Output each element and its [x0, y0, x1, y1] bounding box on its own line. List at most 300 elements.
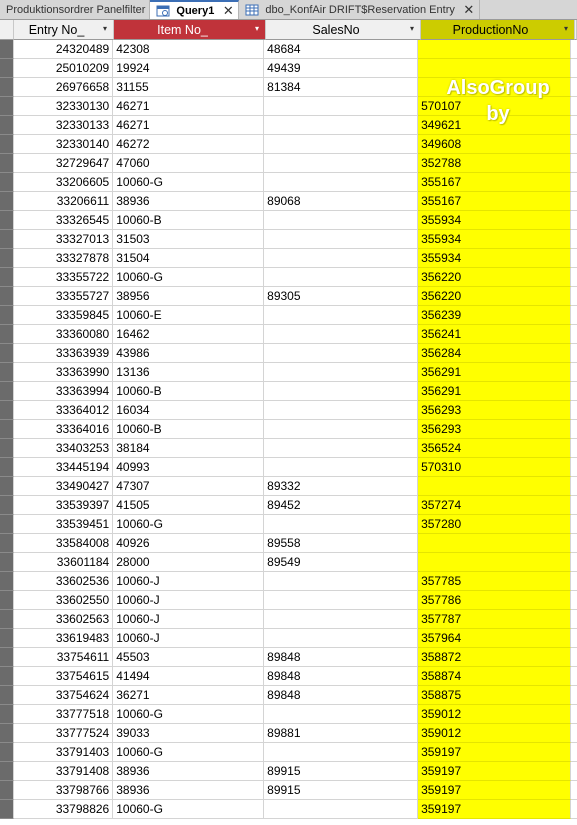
cell-sales-no[interactable]: [264, 306, 418, 325]
cell-entry-no[interactable]: 33777518: [14, 705, 113, 724]
cell-production-no[interactable]: 355167: [418, 192, 571, 211]
cell-item-no[interactable]: 31504: [113, 249, 264, 268]
cell-item-no[interactable]: 39033: [113, 724, 264, 743]
cell-item-no[interactable]: 38936: [113, 762, 264, 781]
table-row[interactable]: [0, 97, 577, 116]
cell-item-no[interactable]: 10060-G: [113, 515, 264, 534]
cell-item-no[interactable]: 40926: [113, 534, 264, 553]
row-empty-area: [571, 40, 577, 59]
cell-production-no[interactable]: 359197: [418, 800, 571, 819]
row-selector[interactable]: [0, 344, 14, 363]
cell-sales-no[interactable]: [264, 800, 418, 819]
row-empty-area: [571, 705, 577, 724]
document-tab-bar: [0, 0, 577, 20]
cell-production-no[interactable]: 359012: [418, 724, 571, 743]
table-row[interactable]: [0, 667, 577, 686]
column-header-item-no[interactable]: Item No_ ▾: [114, 20, 266, 40]
row-selector[interactable]: [0, 363, 14, 382]
row-selector[interactable]: [0, 553, 14, 572]
row-empty-area: [571, 667, 577, 686]
cell-item-no[interactable]: 45503: [113, 648, 264, 667]
row-selector[interactable]: [0, 325, 14, 344]
table-row[interactable]: [0, 230, 577, 249]
row-selector[interactable]: [0, 401, 14, 420]
cell-entry-no[interactable]: 33206611: [14, 192, 113, 211]
row-selector[interactable]: [0, 686, 14, 705]
table-row[interactable]: [0, 610, 577, 629]
table-row[interactable]: [0, 724, 577, 743]
cell-production-no[interactable]: 356284: [418, 344, 571, 363]
cell-item-no[interactable]: 46271: [113, 116, 264, 135]
table-row[interactable]: [0, 249, 577, 268]
cell-sales-no[interactable]: 89848: [264, 648, 418, 667]
cell-item-no[interactable]: 38956: [113, 287, 264, 306]
row-selector[interactable]: [0, 78, 14, 97]
table-row[interactable]: [0, 762, 577, 781]
cell-production-no[interactable]: 355167: [418, 173, 571, 192]
cell-sales-no[interactable]: [264, 325, 418, 344]
row-selector[interactable]: [0, 648, 14, 667]
cell-production-no[interactable]: 357787: [418, 610, 571, 629]
cell-entry-no[interactable]: 33363994: [14, 382, 113, 401]
table-row[interactable]: [0, 629, 577, 648]
row-empty-area: [571, 534, 577, 553]
table-row[interactable]: [0, 268, 577, 287]
cell-entry-no[interactable]: 33355727: [14, 287, 113, 306]
cell-production-no[interactable]: 356239: [418, 306, 571, 325]
cell-entry-no[interactable]: 33602563: [14, 610, 113, 629]
cell-sales-no[interactable]: 89305: [264, 287, 418, 306]
cell-sales-no[interactable]: [264, 344, 418, 363]
row-empty-area: [571, 553, 577, 572]
cell-item-no[interactable]: 38184: [113, 439, 264, 458]
cell-production-no[interactable]: 359197: [418, 781, 571, 800]
cell-item-no[interactable]: 42308: [113, 40, 264, 59]
query-icon: [156, 5, 170, 17]
row-selector[interactable]: [0, 724, 14, 743]
cell-entry-no[interactable]: 33754615: [14, 667, 113, 686]
row-selector[interactable]: [0, 116, 14, 135]
row-empty-area: [571, 515, 577, 534]
data-rows: [0, 40, 577, 819]
table-row[interactable]: [0, 439, 577, 458]
row-selector[interactable]: [0, 230, 14, 249]
row-selector[interactable]: [0, 781, 14, 800]
cell-sales-no[interactable]: [264, 230, 418, 249]
cell-entry-no[interactable]: 24320489: [14, 40, 113, 59]
row-empty-area: [571, 591, 577, 610]
cell-production-no[interactable]: 352788: [418, 154, 571, 173]
table-row[interactable]: [0, 515, 577, 534]
cell-production-no[interactable]: 357274: [418, 496, 571, 515]
table-row[interactable]: [0, 401, 577, 420]
table-row[interactable]: [0, 686, 577, 705]
cell-production-no[interactable]: 357785: [418, 572, 571, 591]
cell-entry-no[interactable]: 33490427: [14, 477, 113, 496]
cell-production-no[interactable]: 355934: [418, 230, 571, 249]
row-empty-area: [571, 116, 577, 135]
table-row[interactable]: [0, 116, 577, 135]
table-row[interactable]: [0, 382, 577, 401]
cell-entry-no[interactable]: 32330140: [14, 135, 113, 154]
cell-entry-no[interactable]: 33539451: [14, 515, 113, 534]
row-selector[interactable]: [0, 97, 14, 116]
row-empty-area: [571, 458, 577, 477]
cell-production-no[interactable]: 349621: [418, 116, 571, 135]
cell-production-no[interactable]: 357786: [418, 591, 571, 610]
cell-entry-no[interactable]: 33539397: [14, 496, 113, 515]
cell-entry-no[interactable]: 33798766: [14, 781, 113, 800]
cell-entry-no[interactable]: 33791408: [14, 762, 113, 781]
cell-sales-no[interactable]: [264, 743, 418, 762]
cell-production-no[interactable]: [418, 553, 571, 572]
table-row[interactable]: [0, 781, 577, 800]
cell-production-no[interactable]: 356220: [418, 287, 571, 306]
row-selector[interactable]: [0, 477, 14, 496]
cell-item-no[interactable]: 10060-B: [113, 382, 264, 401]
row-selector[interactable]: [0, 135, 14, 154]
cell-sales-no[interactable]: [264, 249, 418, 268]
cell-entry-no[interactable]: 33364012: [14, 401, 113, 420]
row-empty-area: [571, 363, 577, 382]
cell-item-no[interactable]: 16034: [113, 401, 264, 420]
cell-sales-no[interactable]: 89848: [264, 686, 418, 705]
tab-produktionsordrer-panelfilter[interactable]: [0, 0, 150, 19]
cell-item-no[interactable]: 10060-B: [113, 420, 264, 439]
cell-sales-no[interactable]: 89452: [264, 496, 418, 515]
cell-sales-no[interactable]: [264, 705, 418, 724]
cell-item-no[interactable]: 46271: [113, 97, 264, 116]
cell-sales-no[interactable]: [264, 458, 418, 477]
table-row[interactable]: [0, 496, 577, 515]
cell-sales-no[interactable]: [264, 116, 418, 135]
cell-entry-no[interactable]: 33445194: [14, 458, 113, 477]
cell-entry-no[interactable]: 33360080: [14, 325, 113, 344]
row-empty-area: [571, 781, 577, 800]
cell-entry-no[interactable]: 33363990: [14, 363, 113, 382]
table-row[interactable]: [0, 135, 577, 154]
tab-reservation-entry[interactable]: [239, 0, 480, 19]
cell-sales-no[interactable]: 81384: [264, 78, 418, 97]
close-icon[interactable]: ✕: [222, 2, 234, 18]
table-row[interactable]: [0, 344, 577, 363]
cell-production-no[interactable]: [418, 534, 571, 553]
row-selector[interactable]: [0, 591, 14, 610]
cell-production-no[interactable]: 570310: [418, 458, 571, 477]
row-selector[interactable]: [0, 572, 14, 591]
cell-entry-no[interactable]: 32729647: [14, 154, 113, 173]
cell-entry-no[interactable]: 33355722: [14, 268, 113, 287]
row-selector[interactable]: [0, 496, 14, 515]
cell-item-no[interactable]: 10060-G: [113, 173, 264, 192]
cell-item-no[interactable]: 10060-G: [113, 800, 264, 819]
cell-sales-no[interactable]: [264, 420, 418, 439]
row-empty-area: [571, 78, 577, 97]
table-row[interactable]: [0, 40, 577, 59]
table-row[interactable]: [0, 743, 577, 762]
cell-production-no[interactable]: 359012: [418, 705, 571, 724]
table-row[interactable]: [0, 287, 577, 306]
cell-production-no[interactable]: 357280: [418, 515, 571, 534]
cell-item-no[interactable]: 38936: [113, 781, 264, 800]
cell-item-no[interactable]: 10060-G: [113, 743, 264, 762]
table-row[interactable]: [0, 458, 577, 477]
table-row[interactable]: [0, 192, 577, 211]
table-row[interactable]: [0, 325, 577, 344]
cell-production-no[interactable]: [418, 78, 571, 97]
cell-item-no[interactable]: 46272: [113, 135, 264, 154]
dropdown-icon[interactable]: ▾: [254, 24, 259, 33]
column-header-row: [0, 20, 577, 40]
cell-item-no[interactable]: 10060-G: [113, 705, 264, 724]
tab-label: Produktionsordrer Panelfilter: [6, 3, 146, 16]
row-empty-area: [571, 230, 577, 249]
row-selector[interactable]: [0, 515, 14, 534]
row-selector[interactable]: [0, 439, 14, 458]
row-empty-area: [571, 477, 577, 496]
cell-sales-no[interactable]: 89915: [264, 781, 418, 800]
table-row[interactable]: [0, 420, 577, 439]
table-row[interactable]: [0, 173, 577, 192]
cell-production-no[interactable]: 356241: [418, 325, 571, 344]
cell-production-no[interactable]: 570107: [418, 97, 571, 116]
cell-item-no[interactable]: 10060-J: [113, 610, 264, 629]
row-empty-area: [571, 192, 577, 211]
row-empty-area: [571, 173, 577, 192]
cell-entry-no[interactable]: 33754624: [14, 686, 113, 705]
cell-entry-no[interactable]: 33619483: [14, 629, 113, 648]
row-empty-area: [571, 762, 577, 781]
cell-entry-no[interactable]: 33206605: [14, 173, 113, 192]
cell-production-no[interactable]: 356293: [418, 420, 571, 439]
cell-sales-no[interactable]: [264, 439, 418, 458]
cell-sales-no[interactable]: [264, 173, 418, 192]
cell-sales-no[interactable]: 89881: [264, 724, 418, 743]
row-selector[interactable]: [0, 420, 14, 439]
cell-sales-no[interactable]: 89848: [264, 667, 418, 686]
row-empty-area: [571, 743, 577, 762]
cell-item-no[interactable]: 13136: [113, 363, 264, 382]
table-row[interactable]: [0, 572, 577, 591]
cell-entry-no[interactable]: 33777524: [14, 724, 113, 743]
cell-item-no[interactable]: 10060-J: [113, 572, 264, 591]
row-selector[interactable]: [0, 743, 14, 762]
cell-sales-no[interactable]: [264, 401, 418, 420]
cell-sales-no[interactable]: 48684: [264, 40, 418, 59]
cell-item-no[interactable]: 19924: [113, 59, 264, 78]
row-selector[interactable]: [0, 382, 14, 401]
row-selector[interactable]: [0, 249, 14, 268]
cell-production-no[interactable]: 357964: [418, 629, 571, 648]
cell-entry-no[interactable]: 26976658: [14, 78, 113, 97]
cell-production-no[interactable]: 358872: [418, 648, 571, 667]
table-row[interactable]: [0, 553, 577, 572]
cell-entry-no[interactable]: 33326545: [14, 211, 113, 230]
cell-entry-no[interactable]: 33327878: [14, 249, 113, 268]
table-row[interactable]: [0, 211, 577, 230]
cell-entry-no[interactable]: 33754611: [14, 648, 113, 667]
table-row[interactable]: [0, 306, 577, 325]
cell-production-no[interactable]: 356293: [418, 401, 571, 420]
cell-item-no[interactable]: 47060: [113, 154, 264, 173]
cell-sales-no[interactable]: [264, 97, 418, 116]
dropdown-icon[interactable]: ▾: [563, 24, 568, 33]
cell-sales-no[interactable]: [264, 363, 418, 382]
row-empty-area: [571, 496, 577, 515]
row-selector[interactable]: [0, 705, 14, 724]
table-row[interactable]: [0, 534, 577, 553]
row-selector[interactable]: [0, 534, 14, 553]
cell-production-no[interactable]: 359197: [418, 762, 571, 781]
cell-item-no[interactable]: 40993: [113, 458, 264, 477]
row-selector[interactable]: [0, 211, 14, 230]
row-empty-area: [571, 724, 577, 743]
row-selector[interactable]: [0, 59, 14, 78]
cell-production-no[interactable]: 356524: [418, 439, 571, 458]
row-selector[interactable]: [0, 287, 14, 306]
cell-item-no[interactable]: 36271: [113, 686, 264, 705]
tab-label: dbo_KonfAir DRIFT$Reservation Entry: [265, 3, 455, 16]
table-row[interactable]: [0, 800, 577, 819]
sort-dropdown-icon[interactable]: ▾: [102, 24, 107, 33]
cell-sales-no[interactable]: 89068: [264, 192, 418, 211]
column-header-production-no[interactable]: ProductionNo ▾: [421, 20, 575, 40]
cell-item-no[interactable]: 41505: [113, 496, 264, 515]
cell-item-no[interactable]: 16462: [113, 325, 264, 344]
column-header-entry-no[interactable]: Entry No_ ▾: [14, 20, 114, 40]
cell-production-no[interactable]: 349608: [418, 135, 571, 154]
cell-production-no[interactable]: 356220: [418, 268, 571, 287]
cell-sales-no[interactable]: [264, 154, 418, 173]
row-selector[interactable]: [0, 762, 14, 781]
close-icon[interactable]: ✕: [463, 1, 475, 17]
table-row[interactable]: [0, 59, 577, 78]
table-row[interactable]: [0, 648, 577, 667]
table-row[interactable]: [0, 363, 577, 382]
cell-sales-no[interactable]: [264, 211, 418, 230]
cell-sales-no[interactable]: 89915: [264, 762, 418, 781]
cell-entry-no[interactable]: 33327013: [14, 230, 113, 249]
row-selector[interactable]: [0, 306, 14, 325]
cell-sales-no[interactable]: [264, 629, 418, 648]
cell-sales-no[interactable]: 49439: [264, 59, 418, 78]
row-empty-area: [571, 287, 577, 306]
cell-sales-no[interactable]: 89558: [264, 534, 418, 553]
cell-entry-no[interactable]: 33584008: [14, 534, 113, 553]
row-empty-area: [571, 382, 577, 401]
cell-production-no[interactable]: 356291: [418, 363, 571, 382]
row-selector[interactable]: [0, 154, 14, 173]
cell-entry-no[interactable]: 33364016: [14, 420, 113, 439]
cell-sales-no[interactable]: 89332: [264, 477, 418, 496]
row-empty-area: [571, 59, 577, 78]
cell-item-no[interactable]: 28000: [113, 553, 264, 572]
cell-production-no[interactable]: [418, 477, 571, 496]
cell-sales-no[interactable]: [264, 268, 418, 287]
cell-item-no[interactable]: 38936: [113, 192, 264, 211]
tab-query1[interactable]: [150, 0, 239, 19]
cell-sales-no[interactable]: 89549: [264, 553, 418, 572]
cell-production-no[interactable]: [418, 59, 571, 78]
row-empty-area: [571, 439, 577, 458]
cell-production-no[interactable]: 358875: [418, 686, 571, 705]
cell-sales-no[interactable]: [264, 591, 418, 610]
cell-item-no[interactable]: 41494: [113, 667, 264, 686]
cell-entry-no[interactable]: 33363939: [14, 344, 113, 363]
table-row[interactable]: [0, 705, 577, 724]
row-selector[interactable]: [0, 40, 14, 59]
cell-entry-no[interactable]: 32330133: [14, 116, 113, 135]
cell-item-no[interactable]: 10060-J: [113, 591, 264, 610]
cell-item-no[interactable]: 47307: [113, 477, 264, 496]
cell-production-no[interactable]: 355934: [418, 249, 571, 268]
row-empty-area: [571, 154, 577, 173]
row-selector[interactable]: [0, 629, 14, 648]
cell-production-no[interactable]: 356291: [418, 382, 571, 401]
cell-production-no[interactable]: 355934: [418, 211, 571, 230]
row-empty-area: [571, 572, 577, 591]
cell-sales-no[interactable]: [264, 515, 418, 534]
row-selector[interactable]: [0, 667, 14, 686]
table-row[interactable]: [0, 591, 577, 610]
cell-sales-no[interactable]: [264, 572, 418, 591]
cell-entry-no[interactable]: 25010209: [14, 59, 113, 78]
row-selector[interactable]: [0, 192, 14, 211]
cell-entry-no[interactable]: 33602536: [14, 572, 113, 591]
row-empty-area: [571, 97, 577, 116]
cell-item-no[interactable]: 10060-E: [113, 306, 264, 325]
row-selector[interactable]: [0, 458, 14, 477]
cell-entry-no[interactable]: 33601184: [14, 553, 113, 572]
row-empty-area: [571, 648, 577, 667]
table-row[interactable]: [0, 154, 577, 173]
row-selector[interactable]: [0, 268, 14, 287]
select-all-corner[interactable]: [0, 20, 14, 40]
row-selector[interactable]: [0, 610, 14, 629]
cell-sales-no[interactable]: [264, 382, 418, 401]
datasheet-grid: [0, 20, 577, 825]
cell-sales-no[interactable]: [264, 610, 418, 629]
table-row[interactable]: [0, 477, 577, 496]
cell-entry-no[interactable]: 33403253: [14, 439, 113, 458]
cell-item-no[interactable]: 10060-G: [113, 268, 264, 287]
cell-production-no[interactable]: 358874: [418, 667, 571, 686]
cell-item-no[interactable]: 10060-B: [113, 211, 264, 230]
table-row[interactable]: [0, 78, 577, 97]
row-selector[interactable]: [0, 800, 14, 819]
cell-entry-no[interactable]: 33602550: [14, 591, 113, 610]
row-empty-area: [571, 800, 577, 819]
cell-sales-no[interactable]: [264, 135, 418, 154]
cell-item-no[interactable]: 31155: [113, 78, 264, 97]
cell-item-no[interactable]: 31503: [113, 230, 264, 249]
cell-entry-no[interactable]: 33791403: [14, 743, 113, 762]
row-empty-area: [571, 268, 577, 287]
column-header-sales-no[interactable]: SalesNo ▾: [266, 20, 421, 40]
cell-item-no[interactable]: 10060-J: [113, 629, 264, 648]
dropdown-icon[interactable]: ▾: [409, 24, 414, 33]
row-empty-area: [571, 211, 577, 230]
cell-item-no[interactable]: 43986: [113, 344, 264, 363]
cell-production-no[interactable]: [418, 40, 571, 59]
row-selector[interactable]: [0, 173, 14, 192]
cell-entry-no[interactable]: 32330130: [14, 97, 113, 116]
cell-production-no[interactable]: 359197: [418, 743, 571, 762]
watermark: AlsoGroup by: [446, 77, 550, 125]
row-empty-area: [571, 249, 577, 268]
cell-entry-no[interactable]: 33798826: [14, 800, 113, 819]
cell-entry-no[interactable]: 33359845: [14, 306, 113, 325]
